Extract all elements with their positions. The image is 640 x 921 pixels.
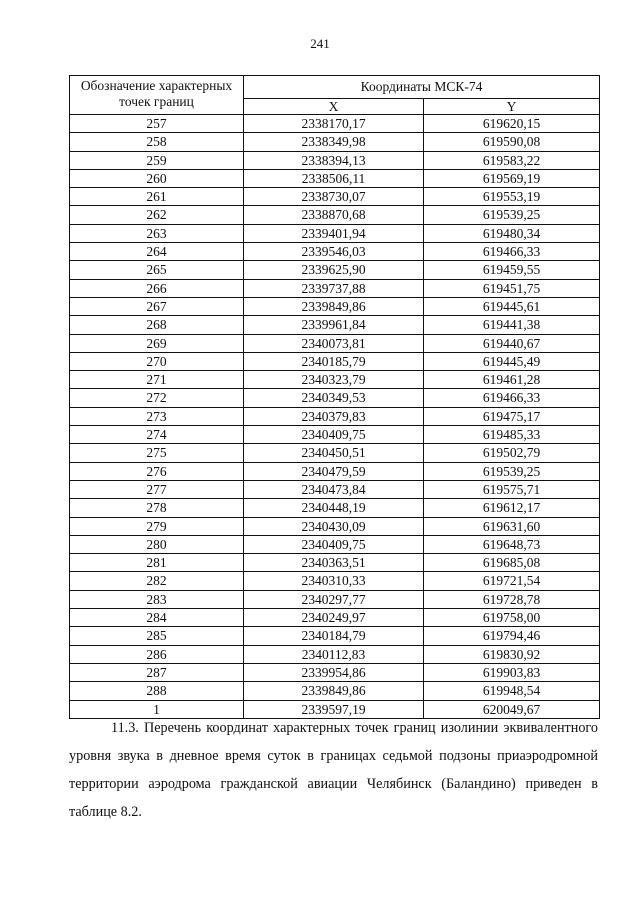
- table-row: [70, 572, 600, 590]
- y-coordinate-cell: 619445,61: [424, 297, 600, 315]
- point-number-cell: 259: [70, 151, 244, 169]
- y-coordinate-cell: 619569,19: [424, 169, 600, 187]
- x-coordinate-cell: 2338170,17: [244, 115, 424, 133]
- x-coordinate-cell: 2339961,84: [244, 316, 424, 334]
- point-number-cell: 266: [70, 279, 244, 297]
- y-coordinate-cell: 619553,19: [424, 188, 600, 206]
- x-coordinate-cell: 2338730,07: [244, 188, 424, 206]
- point-number-cell: 265: [70, 261, 244, 279]
- table-row: [70, 590, 600, 608]
- table-row: [70, 243, 600, 261]
- point-number-cell: 283: [70, 590, 244, 608]
- point-number-cell: 257: [70, 115, 244, 133]
- point-number-cell: 275: [70, 444, 244, 462]
- x-coordinate-cell: 2340249,97: [244, 609, 424, 627]
- table-row: [70, 371, 600, 389]
- x-coordinate-cell: 2340409,75: [244, 426, 424, 444]
- table-row: [70, 663, 600, 681]
- table-row: [70, 609, 600, 627]
- y-coordinate-cell: 619539,25: [424, 462, 600, 480]
- point-number-cell: 280: [70, 535, 244, 553]
- table-row: [70, 316, 600, 334]
- x-coordinate-cell: 2339849,86: [244, 682, 424, 700]
- x-coordinate-cell: 2340448,19: [244, 499, 424, 517]
- y-coordinate-cell: 619466,33: [424, 243, 600, 261]
- table-row: [70, 444, 600, 462]
- x-coordinate-cell: 2340430,09: [244, 517, 424, 535]
- table-row: [70, 682, 600, 700]
- coordinates-table: [69, 75, 600, 719]
- point-number-cell: 285: [70, 627, 244, 645]
- table-row: [70, 224, 600, 242]
- table-row: [70, 297, 600, 315]
- point-number-cell: 261: [70, 188, 244, 206]
- y-coordinate-cell: 619830,92: [424, 645, 600, 663]
- y-coordinate-cell: 619502,79: [424, 444, 600, 462]
- point-number-cell: 279: [70, 517, 244, 535]
- table-row: [70, 279, 600, 297]
- point-number-cell: 268: [70, 316, 244, 334]
- x-coordinate-cell: 2338349,98: [244, 133, 424, 151]
- point-number-cell: 281: [70, 554, 244, 572]
- y-coordinate-cell: 619728,78: [424, 590, 600, 608]
- y-coordinate-cell: 619794,46: [424, 627, 600, 645]
- y-coordinate-cell: 619685,08: [424, 554, 600, 572]
- y-coordinate-cell: 619441,38: [424, 316, 600, 334]
- column-header-y: Y: [424, 99, 600, 115]
- point-number-cell: 258: [70, 133, 244, 151]
- point-number-cell: 273: [70, 407, 244, 425]
- table-row: [70, 133, 600, 151]
- x-coordinate-cell: 2340184,79: [244, 627, 424, 645]
- y-coordinate-cell: 619440,67: [424, 334, 600, 352]
- x-coordinate-cell: 2338870,68: [244, 206, 424, 224]
- y-coordinate-cell: 619451,75: [424, 279, 600, 297]
- table-row: [70, 407, 600, 425]
- y-coordinate-cell: 619721,54: [424, 572, 600, 590]
- x-coordinate-cell: 2338394,13: [244, 151, 424, 169]
- table-body: [70, 115, 600, 719]
- table-row: [70, 645, 600, 663]
- y-coordinate-cell: 619631,60: [424, 517, 600, 535]
- x-coordinate-cell: 2339625,90: [244, 261, 424, 279]
- point-number-cell: 262: [70, 206, 244, 224]
- y-coordinate-cell: 619903,83: [424, 663, 600, 681]
- x-coordinate-cell: 2339849,86: [244, 297, 424, 315]
- table-row: [70, 535, 600, 553]
- table-row: [70, 480, 600, 498]
- x-coordinate-cell: 2340112,83: [244, 645, 424, 663]
- x-coordinate-cell: 2340297,77: [244, 590, 424, 608]
- x-coordinate-cell: 2339597,19: [244, 700, 424, 718]
- x-coordinate-cell: 2339401,94: [244, 224, 424, 242]
- x-coordinate-cell: 2340473,84: [244, 480, 424, 498]
- y-coordinate-cell: 619459,55: [424, 261, 600, 279]
- point-number-cell: 263: [70, 224, 244, 242]
- table-row: [70, 426, 600, 444]
- x-coordinate-cell: 2340310,33: [244, 572, 424, 590]
- table-row: [70, 261, 600, 279]
- y-coordinate-cell: 619575,71: [424, 480, 600, 498]
- table-row: [70, 554, 600, 572]
- y-coordinate-cell: 619475,17: [424, 407, 600, 425]
- body-paragraph: 11.3. Перечень координат характерных точек границ изолинии эквивалентного уровня звука в дневное время суток в границах седьмой подзоны приаэродромной территории аэродрома гражданской авиации Челябинск (Баландино) приведен в таблице 8.2.: [69, 720, 598, 820]
- y-coordinate-cell: 619620,15: [424, 115, 600, 133]
- point-number-cell: 272: [70, 389, 244, 407]
- table-row: [70, 499, 600, 517]
- table-row: [70, 206, 600, 224]
- x-coordinate-cell: 2340450,51: [244, 444, 424, 462]
- point-number-cell: 287: [70, 663, 244, 681]
- y-coordinate-cell: 619461,28: [424, 371, 600, 389]
- y-coordinate-cell: 619480,34: [424, 224, 600, 242]
- x-coordinate-cell: 2340349,53: [244, 389, 424, 407]
- table-row: [70, 169, 600, 187]
- x-coordinate-cell: 2340409,75: [244, 535, 424, 553]
- point-number-cell: 276: [70, 462, 244, 480]
- point-number-cell: 271: [70, 371, 244, 389]
- point-number-cell: 277: [70, 480, 244, 498]
- x-coordinate-cell: 2338506,11: [244, 169, 424, 187]
- point-number-cell: 260: [70, 169, 244, 187]
- point-number-cell: 288: [70, 682, 244, 700]
- point-number-cell: 274: [70, 426, 244, 444]
- y-coordinate-cell: 619758,00: [424, 609, 600, 627]
- point-number-cell: 286: [70, 645, 244, 663]
- table-row: [70, 334, 600, 352]
- column-header-coordinates: Координаты МСК-74: [244, 76, 600, 99]
- table-row: [70, 352, 600, 370]
- y-coordinate-cell: 619590,08: [424, 133, 600, 151]
- page-number: 241: [310, 36, 330, 51]
- y-coordinate-cell: 619445,49: [424, 352, 600, 370]
- column-header-x: X: [244, 99, 424, 115]
- point-number-cell: 270: [70, 352, 244, 370]
- point-number-cell: 1: [70, 700, 244, 718]
- x-coordinate-cell: 2340185,79: [244, 352, 424, 370]
- y-coordinate-cell: 619485,33: [424, 426, 600, 444]
- y-coordinate-cell: 619648,73: [424, 535, 600, 553]
- table-row: [70, 151, 600, 169]
- table-row: [70, 627, 600, 645]
- x-coordinate-cell: 2340323,79: [244, 371, 424, 389]
- y-coordinate-cell: 619948,54: [424, 682, 600, 700]
- y-coordinate-cell: 619612,17: [424, 499, 600, 517]
- x-coordinate-cell: 2340479,59: [244, 462, 424, 480]
- point-number-cell: 267: [70, 297, 244, 315]
- y-coordinate-cell: 619466,33: [424, 389, 600, 407]
- point-number-cell: 278: [70, 499, 244, 517]
- y-coordinate-cell: 619539,25: [424, 206, 600, 224]
- point-number-cell: 264: [70, 243, 244, 261]
- x-coordinate-cell: 2340073,81: [244, 334, 424, 352]
- x-coordinate-cell: 2339546,03: [244, 243, 424, 261]
- x-coordinate-cell: 2340363,51: [244, 554, 424, 572]
- column-header-point: Обозначение характерных точек границ: [70, 76, 244, 115]
- table-row: [70, 517, 600, 535]
- x-coordinate-cell: 2340379,83: [244, 407, 424, 425]
- y-coordinate-cell: 620049,67: [424, 700, 600, 718]
- point-number-cell: 282: [70, 572, 244, 590]
- point-number-cell: 284: [70, 609, 244, 627]
- point-number-cell: 269: [70, 334, 244, 352]
- table-row: [70, 188, 600, 206]
- y-coordinate-cell: 619583,22: [424, 151, 600, 169]
- x-coordinate-cell: 2339954,86: [244, 663, 424, 681]
- table-row: [70, 115, 600, 133]
- table-row: [70, 389, 600, 407]
- x-coordinate-cell: 2339737,88: [244, 279, 424, 297]
- table-row: [70, 462, 600, 480]
